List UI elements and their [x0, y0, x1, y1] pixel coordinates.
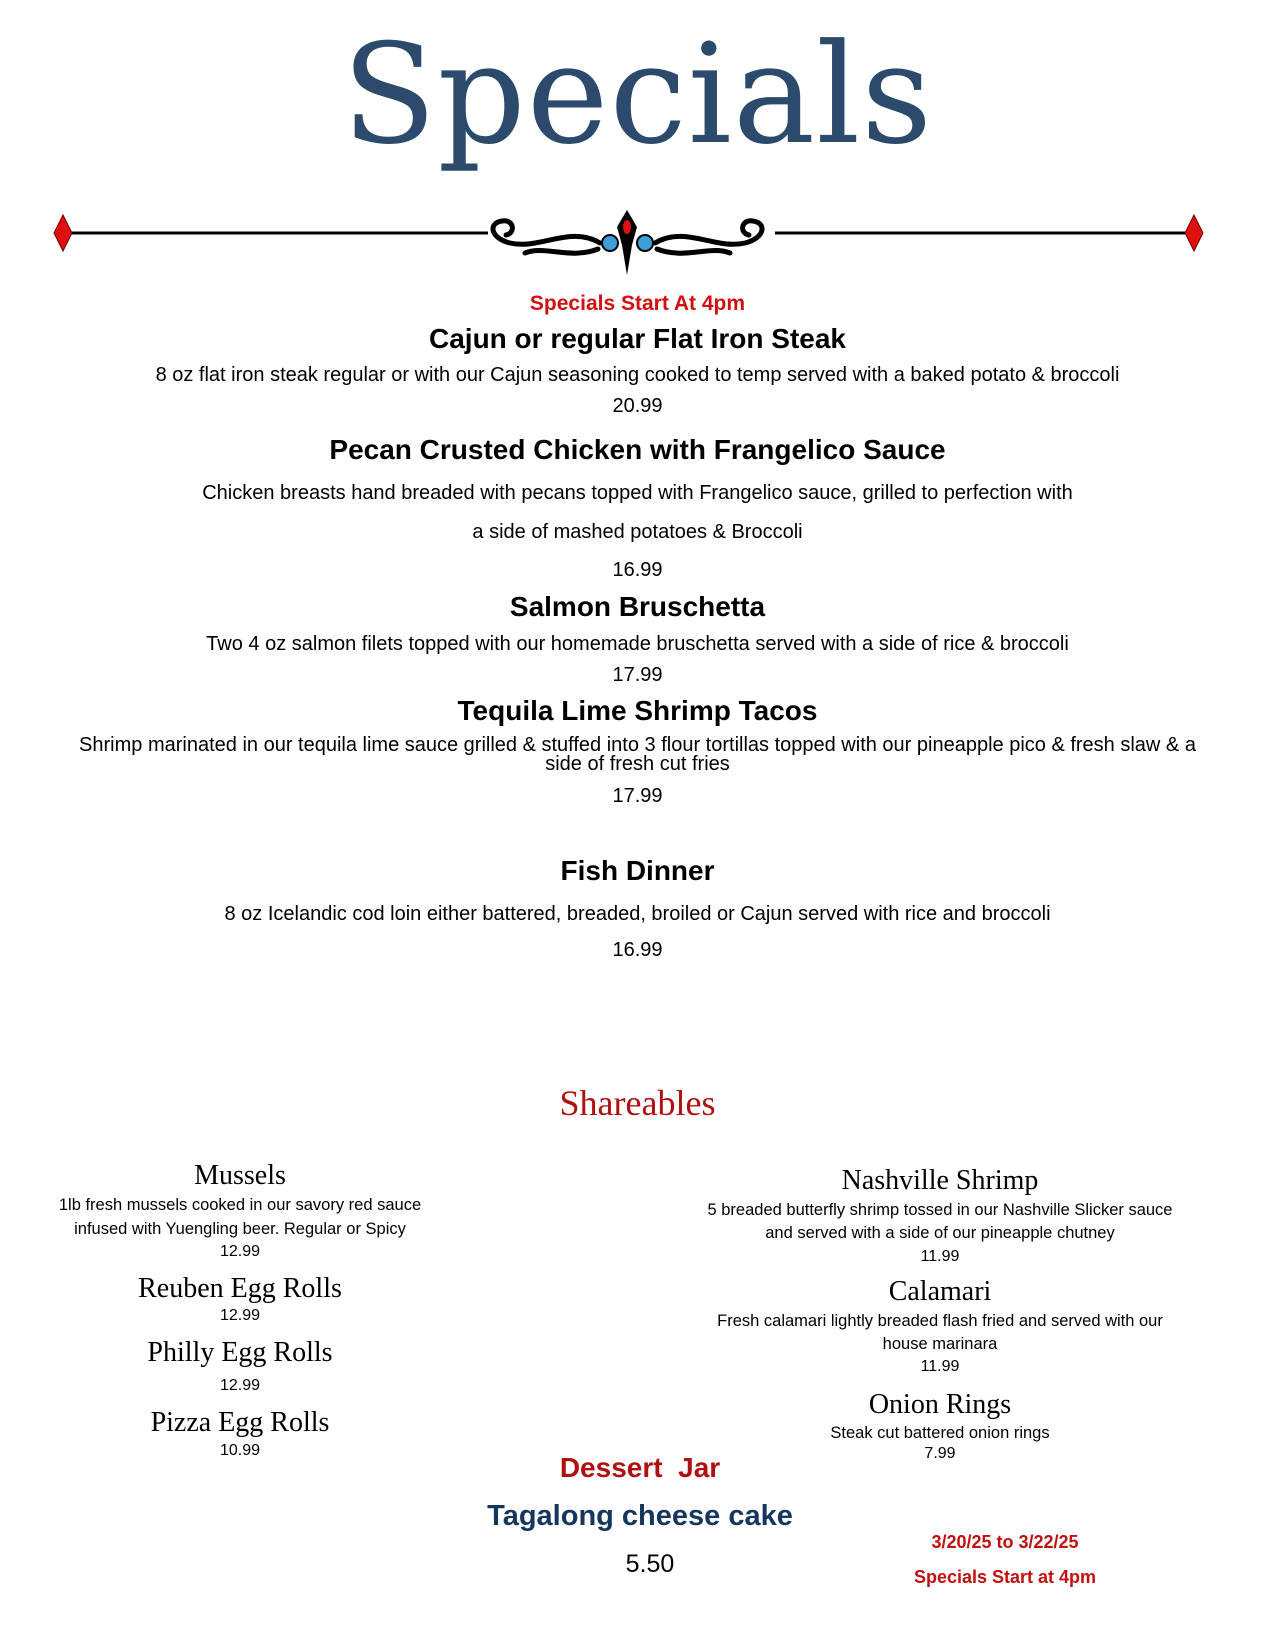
special-description: Two 4 oz salmon filets topped with our homemade bruschetta served with a side of rice & broccoli — [206, 633, 1069, 655]
dessert-heading: Dessert Jar — [559, 1452, 721, 1483]
specials-start-notice: Specials Start At 4pm — [529, 292, 746, 315]
shareable-price: 12.99 — [219, 1377, 261, 1394]
special-price: 16.99 — [612, 939, 663, 961]
shareable-price: 7.99 — [924, 1445, 956, 1462]
special-description: 8 oz flat iron steak regular or with our Cajun seasoning cooked to temp served with a baked potato & broccoli — [155, 364, 1120, 386]
shareable-price: 12.99 — [219, 1307, 261, 1324]
shareable-description: infused with Yuengling beer. Regular or Spicy — [74, 1220, 406, 1238]
footer-start-notice: Specials Start at 4pm — [913, 1567, 1097, 1587]
fleur-icon — [617, 210, 637, 275]
shareable-name: Onion Rings — [868, 1389, 1012, 1420]
shareable-name: Pizza Egg Rolls — [150, 1407, 330, 1438]
shareables-heading: Shareables — [559, 1083, 716, 1123]
shareable-price: 10.99 — [219, 1442, 261, 1459]
special-price: 20.99 — [612, 395, 663, 417]
special-name: Pecan Crusted Chicken with Frangelico Sauce — [329, 434, 946, 465]
shareable-price: 12.99 — [219, 1243, 261, 1260]
shareable-description: 5 breaded butterfly shrimp tossed in our Nashville Slicker sauce — [707, 1201, 1173, 1219]
shareable-name: Calamari — [888, 1276, 992, 1307]
date-range: 3/20/25 to 3/22/25 — [931, 1532, 1079, 1552]
shareable-description: Fresh calamari lightly breaded flash fried and served with our — [717, 1312, 1163, 1330]
special-description: side of fresh cut fries — [545, 753, 730, 775]
right-diamond-icon — [1185, 215, 1203, 251]
dessert-name: Tagalong cheese cake — [487, 1500, 793, 1532]
shareable-name: Reuben Egg Rolls — [138, 1273, 342, 1304]
shareable-price: 11.99 — [920, 1248, 960, 1265]
page-title: Specials — [341, 14, 934, 175]
special-price: 16.99 — [612, 559, 663, 581]
shareable-description: house marinara — [882, 1335, 998, 1353]
left-diamond-icon — [54, 215, 72, 251]
special-description: a side of mashed potatoes & Broccoli — [472, 521, 803, 543]
special-price: 17.99 — [612, 785, 663, 807]
special-name: Cajun or regular Flat Iron Steak — [429, 323, 846, 354]
shareable-name: Mussels — [194, 1160, 286, 1191]
shareable-description: Steak cut battered onion rings — [830, 1424, 1050, 1442]
shareable-name: Philly Egg Rolls — [147, 1337, 333, 1368]
right-gem-icon — [637, 235, 653, 251]
special-description: Shrimp marinated in our tequila lime sauce grilled & stuffed into 3 flour tortillas topped with our pineapple pico & fresh slaw & a — [79, 734, 1196, 756]
shareable-description: and served with a side of our pineapple chutney — [765, 1224, 1115, 1242]
special-price: 17.99 — [612, 664, 663, 686]
shareable-price: 11.99 — [920, 1358, 960, 1375]
special-description: 8 oz Icelandic cod loin either battered, breaded, broiled or Cajun served with rice and broccoli — [224, 903, 1051, 925]
special-description: Chicken breasts hand breaded with pecans topped with Frangelico sauce, grilled to perfection with — [202, 482, 1073, 504]
left-gem-icon — [602, 235, 618, 251]
dessert-price: 5.50 — [625, 1550, 675, 1578]
special-name: Fish Dinner — [560, 855, 715, 886]
special-name: Salmon Bruschetta — [509, 591, 766, 622]
shareable-name: Nashville Shrimp — [841, 1165, 1039, 1196]
ornamental-divider — [0, 205, 1275, 305]
shareable-description: 1lb fresh mussels cooked in our savory red sauce — [58, 1196, 422, 1214]
special-name: Tequila Lime Shrimp Tacos — [457, 695, 818, 726]
